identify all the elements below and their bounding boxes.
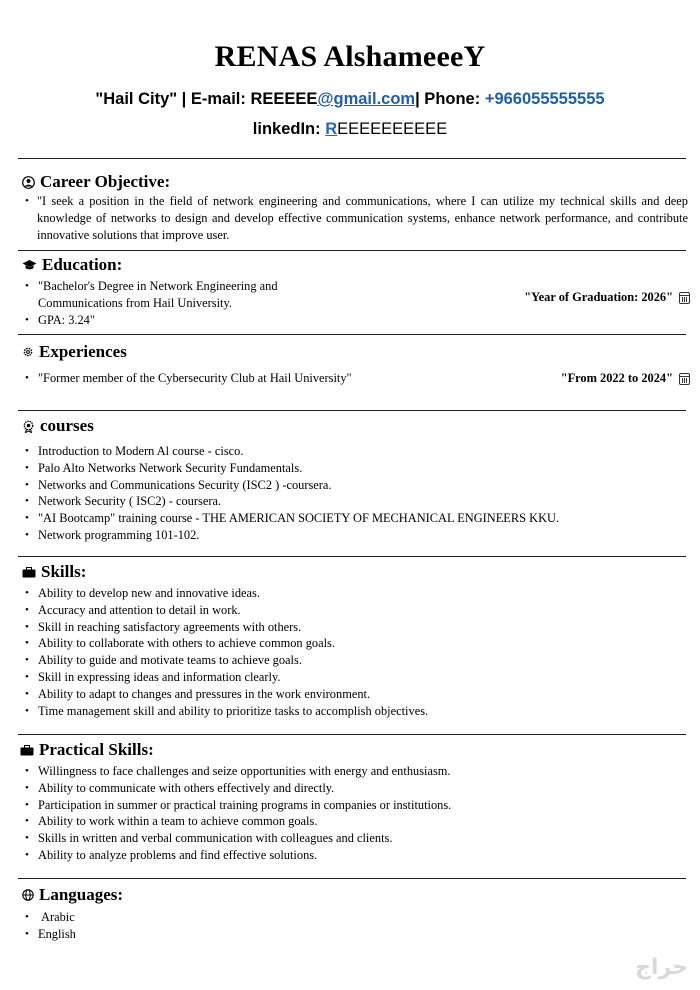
list-item: • Networks and Communications Security (ISC2 ) -coursera.	[22, 477, 682, 494]
divider	[18, 250, 686, 251]
list-item: • Ability to communicate with others effectively and directly.	[22, 780, 682, 797]
list-item: • "Former member of the Cybersecurity Club at Hail University"	[22, 370, 522, 387]
graduation-year-text: "Year of Graduation: 2026"	[524, 290, 673, 304]
email-link[interactable]: @gmail.com	[317, 90, 416, 108]
skills-title	[22, 562, 86, 582]
haraj-watermark: حراج	[635, 955, 688, 980]
list-item: • Time management skill and ability to prioritize tasks to accomplish objectives.	[22, 703, 682, 720]
briefcase-icon	[20, 745, 34, 756]
list-item: • Ability to adapt to changes and pressures in the work environment.	[22, 686, 682, 703]
experience-period-text: "From 2022 to 2024"	[560, 371, 673, 385]
graduation-cap-icon	[22, 259, 37, 271]
practical-skills-label: Practical Skills:	[39, 740, 154, 759]
linkedin-line	[0, 120, 700, 139]
list-item: • Skill in reaching satisfactory agreements with others.	[22, 619, 682, 636]
career-objective-label: Career Objective:	[40, 172, 171, 191]
list-item: • Participation in summer or practical training programs in companies or institutions.	[22, 797, 682, 814]
experiences-title	[22, 342, 127, 362]
list-item: • Accuracy and attention to detail in work.	[22, 602, 682, 619]
list-item: • Introduction to Modern Al course - cisco.	[22, 443, 682, 460]
list-item: • "Bachelor's Degree in Network Engineering and Communications from Hail University.	[22, 278, 342, 312]
list-item: • Ability to analyze problems and find effective solutions.	[22, 847, 682, 864]
divider	[18, 878, 686, 879]
contact-line	[0, 90, 700, 109]
career-objective-title	[22, 172, 170, 192]
education-title	[22, 255, 122, 275]
divider	[18, 334, 686, 335]
divider	[18, 410, 686, 411]
list-item: • Ability to develop new and innovative ideas.	[22, 585, 682, 602]
list-item: • Network programming 101-102.	[22, 527, 682, 544]
experience-period-note	[561, 371, 690, 386]
languages-title	[22, 885, 123, 905]
education-list	[22, 278, 342, 328]
linkedin-value: EEEEEEEEEE	[337, 120, 448, 138]
list-item: • Ability to work within a team to achieve common goals.	[22, 813, 682, 830]
courses-list	[22, 443, 682, 544]
career-objective-text	[22, 193, 688, 244]
header-name: RENAS AlshameeeY	[214, 40, 486, 73]
skills-label: Skills:	[41, 562, 87, 581]
list-item: • GPA: 3.24"	[22, 312, 342, 329]
languages-label: Languages:	[39, 885, 124, 904]
courses-title	[22, 416, 94, 436]
gear-icon	[22, 346, 34, 358]
practical-skills-title	[20, 740, 154, 760]
experiences-label: Experiences	[39, 342, 127, 361]
list-item: • Palo Alto Networks Network Security Fundamentals.	[22, 460, 682, 477]
certificate-icon	[22, 420, 35, 433]
graduation-year-note	[524, 290, 690, 305]
linkedin-link[interactable]: R	[325, 120, 338, 138]
globe-icon	[22, 889, 34, 901]
skills-list	[22, 585, 682, 719]
list-item: • Ability to guide and motivate teams to achieve goals.	[22, 652, 682, 669]
list-item: • Skill in expressing ideas and information clearly.	[22, 669, 682, 686]
list-item: • Skills in written and verbal communication with colleagues and clients.	[22, 830, 682, 847]
list-item: • Ability to collaborate with others to achieve common goals.	[22, 635, 682, 652]
courses-label: courses	[40, 416, 94, 435]
bullet: •	[25, 195, 29, 207]
user-circle-icon	[22, 176, 35, 189]
divider	[18, 556, 686, 557]
calendar-icon	[679, 292, 690, 304]
phone-link[interactable]: +966055555555	[484, 90, 605, 108]
linkedin-label: linkedIn:	[252, 120, 326, 138]
briefcase-icon	[22, 567, 36, 578]
list-item: • Arabic	[22, 909, 322, 926]
list-item: • English	[22, 926, 322, 943]
calendar-icon	[679, 373, 690, 385]
phone-label: | Phone:	[415, 90, 485, 108]
experiences-list	[22, 370, 522, 387]
education-label: Education:	[42, 255, 123, 274]
divider	[18, 158, 686, 159]
list-item: • Willingness to face challenges and seize opportunities with energy and enthusiasm.	[22, 763, 682, 780]
practical-skills-list	[22, 763, 682, 864]
divider	[18, 734, 686, 735]
city-email-text: "Hail City" | E-mail: REEEEE	[95, 90, 318, 108]
list-item: • Network Security ( ISC2) - coursera.	[22, 493, 682, 510]
languages-list	[22, 909, 322, 943]
career-objective-paragraph: "I seek a position in the field of network engineering and communications, where I can utilize my technical skills and deep knowledge of networks to design and develop effective communication systems, enhance network performance, and contribute innovative solutions that improve user.	[37, 194, 688, 242]
list-item: • "AI Bootcamp" training course - THE AMERICAN SOCIETY OF MECHANICAL ENGINEERS KKU.	[22, 510, 682, 527]
